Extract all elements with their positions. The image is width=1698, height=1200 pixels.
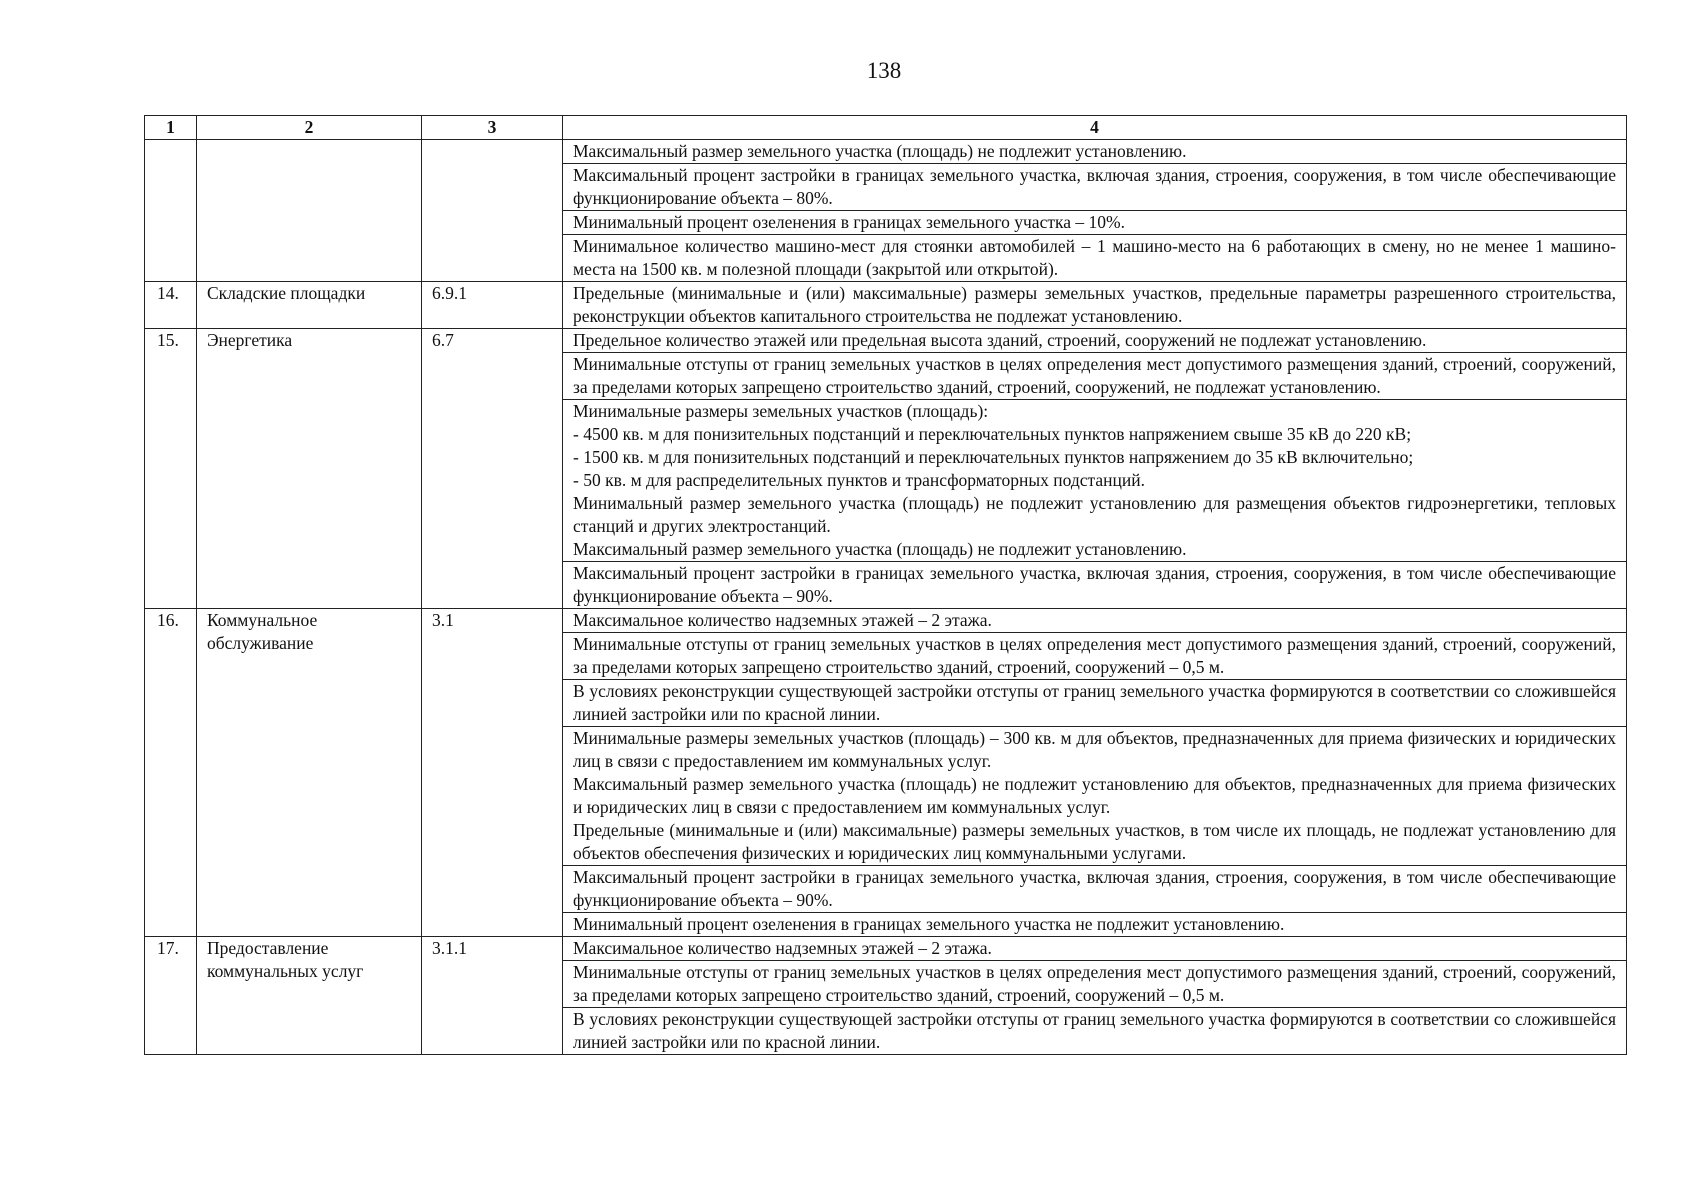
row-number: 16.	[145, 609, 197, 937]
use-type-name: Складские площадки	[197, 282, 422, 329]
page-number: 138	[866, 58, 902, 83]
parameter-cell	[563, 937, 1627, 961]
parameter-cell	[563, 1008, 1627, 1055]
parameter-cell	[563, 727, 1627, 866]
parameter-cell	[563, 353, 1627, 400]
parameter-text: - 4500 кв. м для понизительных подстанций и переключательных пунктов напряжением свыше 35 кВ до 220 кВ;	[573, 424, 1412, 444]
use-type-code	[422, 140, 563, 282]
use-type-name	[197, 140, 422, 282]
parameter-cell	[563, 913, 1627, 937]
header-col-1: 1	[145, 116, 197, 140]
zoning-parameters-table	[144, 115, 1627, 1055]
parameter-cell	[563, 633, 1627, 680]
header-row	[145, 116, 1627, 140]
parameter-text: Минимальный процент озеленения в границах земельного участка – 10%.	[573, 212, 1125, 232]
use-type-name: Коммунальное обслуживание	[197, 609, 422, 937]
parameter-text: Минимальный процент озеленения в границах земельного участка не подлежит установлению.	[573, 914, 1285, 934]
parameter-text: Предельное количество этажей или предельная высота зданий, строений, сооружений не подлежат установлению.	[573, 330, 1427, 350]
table-row	[145, 329, 1627, 353]
parameter-text: - 50 кв. м для распределительных пунктов и трансформаторных подстанций.	[573, 470, 1145, 490]
parameter-text: Максимальный процент застройки в границах земельного участка, включая здания, строения, сооружения, в том числе обеспечивающие функционирование объекта – 90%.	[573, 867, 1616, 910]
parameter-text: Максимальное количество надземных этажей – 2 этажа.	[573, 610, 992, 630]
parameter-text: Максимальный размер земельного участка (площадь) не подлежит установлению.	[573, 539, 1187, 559]
parameter-text: Минимальные отступы от границ земельных участков в целях определения мест допустимого размещения зданий, строений, сооружений, за пределами которых запрещено строительство зданий, строений, сооружений, не подлежат установлению.	[573, 354, 1616, 397]
parameter-text: Минимальное количество машино-мест для стоянки автомобилей – 1 машино-место на 6 работающих в смену, но не менее 1 машино-места на 1500 кв. м полезной площади (закрытой или открытой).	[573, 236, 1616, 279]
row-number: 14.	[145, 282, 197, 329]
parameter-cell	[563, 282, 1627, 329]
parameter-text: Минимальные отступы от границ земельных участков в целях определения мест допустимого размещения зданий, строений, сооружений, за пределами которых запрещено строительство зданий, строений, сооружений – 0,5 м.	[573, 634, 1616, 677]
parameter-cell	[563, 609, 1627, 633]
parameter-text: Предельные (минимальные и (или) максимальные) размеры земельных участков, в том числе их площадь, не подлежат установлению для объектов обеспечения физических и юридических лиц коммунальными услугами.	[573, 820, 1616, 863]
parameter-text: Максимальный процент застройки в границах земельного участка, включая здания, строения, сооружения, в том числе обеспечивающие функционирование объекта – 90%.	[573, 563, 1616, 606]
parameter-text: Минимальный размер земельного участка (площадь) не подлежит установлению для размещения объектов гидроэнергетики, тепловых станций и других электростанций.	[573, 493, 1616, 536]
parameter-text: - 1500 кв. м для понизительных подстанций и переключательных пунктов напряжением до 35 кВ включительно;	[573, 447, 1414, 467]
table-row	[145, 282, 1627, 329]
table-body	[145, 116, 1627, 1055]
parameter-cell	[563, 329, 1627, 353]
parameter-text: Максимальное количество надземных этажей – 2 этажа.	[573, 938, 992, 958]
parameter-text: В условиях реконструкции существующей застройки отступы от границ земельного участка формируются в соответствии со сложившейся линией застройки или по красной линии.	[573, 1009, 1616, 1052]
use-type-name: Энергетика	[197, 329, 422, 609]
parameter-cell	[563, 562, 1627, 609]
row-number: 15.	[145, 329, 197, 609]
use-type-code: 6.9.1	[422, 282, 563, 329]
table-row	[145, 140, 1627, 164]
use-type-code: 6.7	[422, 329, 563, 609]
table-row	[145, 937, 1627, 961]
header-col-4: 4	[563, 116, 1627, 140]
use-type-name: Предоставление коммунальных услуг	[197, 937, 422, 1055]
header-col-3: 3	[422, 116, 563, 140]
use-type-code: 3.1	[422, 609, 563, 937]
parameter-cell	[563, 680, 1627, 727]
parameter-cell	[563, 866, 1627, 913]
parameter-cell	[563, 400, 1627, 562]
parameter-text: Максимальный размер земельного участка (площадь) не подлежит установлению для объектов, предназначенных для приема физических и юридических лиц в связи с предоставлением им коммунальных услуг.	[573, 774, 1616, 817]
parameter-text: Предельные (минимальные и (или) максимальные) размеры земельных участков, предельные параметры разрешенного строительства, реконструкции объектов капитального строительства не подлежат установлению.	[573, 283, 1616, 326]
row-number: 17.	[145, 937, 197, 1055]
table-row	[145, 609, 1627, 633]
parameter-cell	[563, 140, 1627, 164]
parameter-text: Максимальный размер земельного участка (площадь) не подлежит установлению.	[573, 141, 1187, 161]
parameter-text: Минимальные размеры земельных участков (площадь):	[573, 401, 989, 421]
parameter-cell	[563, 164, 1627, 211]
parameter-cell	[563, 235, 1627, 282]
parameter-cell	[563, 211, 1627, 235]
parameter-text: Минимальные размеры земельных участков (площадь) – 300 кв. м для объектов, предназначенных для приема физических и юридических лиц в связи с предоставлением им коммунальных услуг.	[573, 728, 1616, 771]
use-type-code: 3.1.1	[422, 937, 563, 1055]
row-number	[145, 140, 197, 282]
parameter-text: Минимальные отступы от границ земельных участков в целях определения мест допустимого размещения зданий, строений, сооружений, за пределами которых запрещено строительство зданий, строений, сооружений – 0,5 м.	[573, 962, 1616, 1005]
parameter-text: Максимальный процент застройки в границах земельного участка, включая здания, строения, сооружения, в том числе обеспечивающие функционирование объекта – 80%.	[573, 165, 1616, 208]
header-col-2: 2	[197, 116, 422, 140]
parameter-cell	[563, 961, 1627, 1008]
parameter-text: В условиях реконструкции существующей застройки отступы от границ земельного участка формируются в соответствии со сложившейся линией застройки или по красной линии.	[573, 681, 1616, 724]
